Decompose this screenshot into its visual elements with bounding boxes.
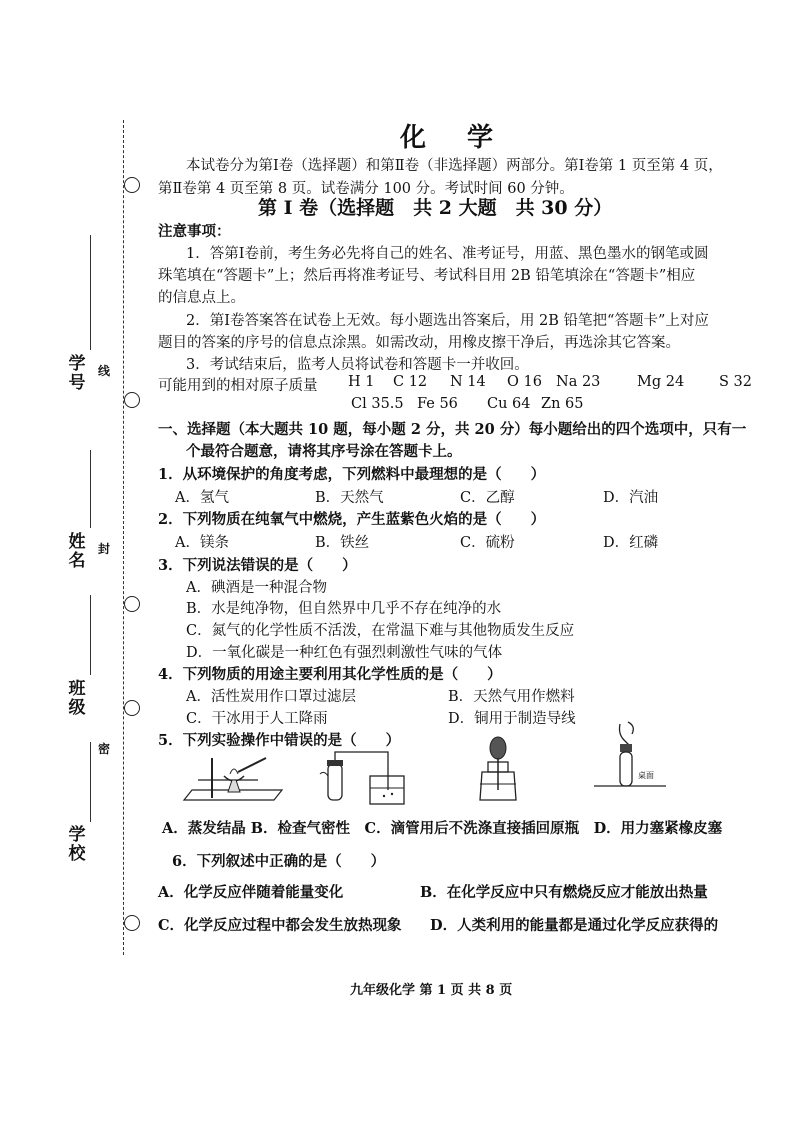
note-3: 3．考试结束后，监考人员将试卷和答题卡一并收回。: [186, 357, 529, 373]
question-1-option-a[interactable]: A．氢气: [175, 490, 229, 506]
field-name-label: 姓名: [68, 532, 86, 571]
page-footer: 九年级化学 第 1 页 共 8 页: [350, 983, 513, 998]
field-name-blank[interactable]: [90, 450, 91, 528]
section-title: 第 Ⅰ 卷（选择题 共 2 大题 共 30 分）: [258, 197, 613, 219]
notes-heading: 注意事项：: [158, 223, 231, 240]
question-2-option-b[interactable]: B．铁丝: [315, 535, 370, 551]
binding-hole-icon: [124, 596, 140, 612]
question-4-stem: 4．下列物质的用途主要利用其化学性质的是（ ）: [158, 666, 502, 683]
question-2-stem: 2．下列物质在纯氧气中燃烧，产生蓝紫色火焰的是（ ）: [158, 511, 546, 528]
atomic-mass-item: Zn 65: [541, 396, 584, 412]
binding-hole-icon: [124, 392, 140, 408]
binding-dashed-line: [123, 120, 124, 955]
question-4-option-a[interactable]: A．活性炭用作口罩过滤层: [186, 689, 356, 705]
page-title: 化 学: [400, 123, 510, 153]
field-class-label: 班级: [68, 679, 86, 718]
note-2-line-2: 题目的答案的序号的信息点涂黑。如需改动，用橡皮擦干净后，再选涂其它答案。: [158, 335, 680, 351]
atomic-mass-item: Na 23: [556, 374, 601, 390]
seal-mark-close: 密: [97, 742, 110, 756]
question-1-option-c[interactable]: C．乙醇: [460, 490, 515, 506]
seal-mark-seal: 封: [97, 542, 110, 556]
question-2-option-d[interactable]: D．红磷: [603, 535, 659, 551]
note-1-line-2: 珠笔填在“答题卡”上；然后再将准考证号、考试科目用 2B 铅笔填涂在“答题卡”相应: [158, 268, 696, 284]
question-6-stem: 6．下列叙述中正确的是（ ）: [172, 853, 386, 870]
question-1-option-b[interactable]: B．天然气: [315, 490, 384, 506]
atomic-mass-item: H 1: [348, 374, 375, 390]
question-5-stem: 5．下列实验操作中错误的是（ ）: [158, 732, 401, 749]
intro-line-2: 第Ⅱ卷第 4 页至第 8 页。试卷满分 100 分。考试时间 60 分钟。: [158, 181, 574, 197]
note-2-line-1: 2．第Ⅰ卷答案答在试卷上无效。每小题选出答案后，用 2B 铅笔把“答题卡”上对应: [186, 313, 709, 329]
question-5-options[interactable]: A．蒸发结晶 B．检查气密性 C．滴管用后不洗涤直接插回原瓶 D．用力塞紧橡皮塞: [162, 820, 723, 837]
question-1-option-d[interactable]: D．汽油: [603, 490, 659, 506]
question-3-stem: 3．下列说法错误的是（ ）: [158, 557, 357, 574]
binding-hole-icon: [124, 915, 140, 931]
question-4-option-c[interactable]: C．干冰用于人工降雨: [186, 711, 328, 727]
intro-line-1: 本试卷分为第Ⅰ卷（选择题）和第Ⅱ卷（非选择题）两部分。第Ⅰ卷第 1 页至第 4 页，: [186, 158, 723, 174]
figure-dropper-bottle: [470, 736, 530, 804]
part1-heading-line-2: 个最符合题意，请将其序号涂在答题卡上。: [186, 443, 462, 460]
field-student-id-label: 学号: [68, 354, 86, 393]
note-1-line-1: 1．答第Ⅰ卷前，考生务必先将自己的姓名、准考证号，用蓝、黑色墨水的钢笔或圆: [186, 246, 709, 262]
atomic-mass-item: C 12: [393, 374, 428, 390]
question-6-option-a[interactable]: A．化学反应伴随着能量变化: [158, 884, 344, 901]
atomic-mass-item: O 16: [507, 374, 542, 390]
binding-hole-icon: [124, 700, 140, 716]
question-4-option-b[interactable]: B．天然气用作燃料: [448, 689, 575, 705]
evaporation-apparatus-icon: [178, 752, 290, 810]
atomic-mass-item: N 14: [450, 374, 486, 390]
figure-desktop-label: 桌面: [638, 771, 654, 780]
question-6-option-d[interactable]: D．人类利用的能量都是通过化学反应获得的: [430, 917, 719, 934]
atomic-mass-item: Fe 56: [417, 396, 458, 412]
field-student-id-blank[interactable]: [90, 235, 91, 350]
figure-airtightness: [318, 750, 422, 810]
binding-hole-icon: [124, 177, 140, 193]
question-6-option-c[interactable]: C．化学反应过程中都会发生放热现象: [158, 917, 402, 934]
question-6-option-b[interactable]: B．在化学反应中只有燃烧反应才能放出热量: [420, 884, 708, 901]
question-2-option-c[interactable]: C．硫粉: [460, 535, 515, 551]
atomic-mass-item: Mg 24: [637, 374, 685, 390]
question-3-option-c[interactable]: C．氮气的化学性质不活泼，在常温下难与其他物质发生反应: [186, 623, 575, 639]
airtightness-apparatus-icon: [318, 750, 422, 810]
question-3-option-d[interactable]: D．一氧化碳是一种红色有强烈刺激性气味的气体: [186, 645, 503, 661]
field-class-blank[interactable]: [90, 595, 91, 675]
note-1-line-3: 的信息点上。: [158, 290, 245, 306]
question-3-option-b[interactable]: B．水是纯净物，但自然界中几乎不存在纯净的水: [186, 601, 502, 617]
atomic-mass-item: S 32: [719, 374, 752, 390]
atomic-mass-item: Cu 64: [487, 396, 531, 412]
dropper-bottle-icon: [470, 736, 530, 804]
seal-mark-line: 线: [97, 364, 110, 378]
question-3-option-a[interactable]: A．碘酒是一种混合物: [186, 580, 327, 596]
figure-stopper: [590, 720, 670, 800]
atomic-mass-label: 可能用到的相对原子质量: [158, 378, 318, 394]
stopper-test-tube-icon: [590, 720, 670, 800]
question-2-option-a[interactable]: A．镁条: [175, 535, 229, 551]
atomic-mass-item: Cl 35.5: [351, 396, 404, 412]
part1-heading-line-1: 一、选择题（本大题共 10 题，每小题 2 分，共 20 分）每小题给出的四个选项中，只有一: [158, 421, 747, 438]
field-school-label: 学校: [68, 825, 86, 864]
figure-evaporation: [178, 752, 290, 810]
field-school-blank[interactable]: [90, 742, 91, 822]
question-1-stem: 1．从环境保护的角度考虑，下列燃料中最理想的是（ ）: [158, 466, 546, 483]
question-4-option-d[interactable]: D．铜用于制造导线: [448, 711, 576, 727]
